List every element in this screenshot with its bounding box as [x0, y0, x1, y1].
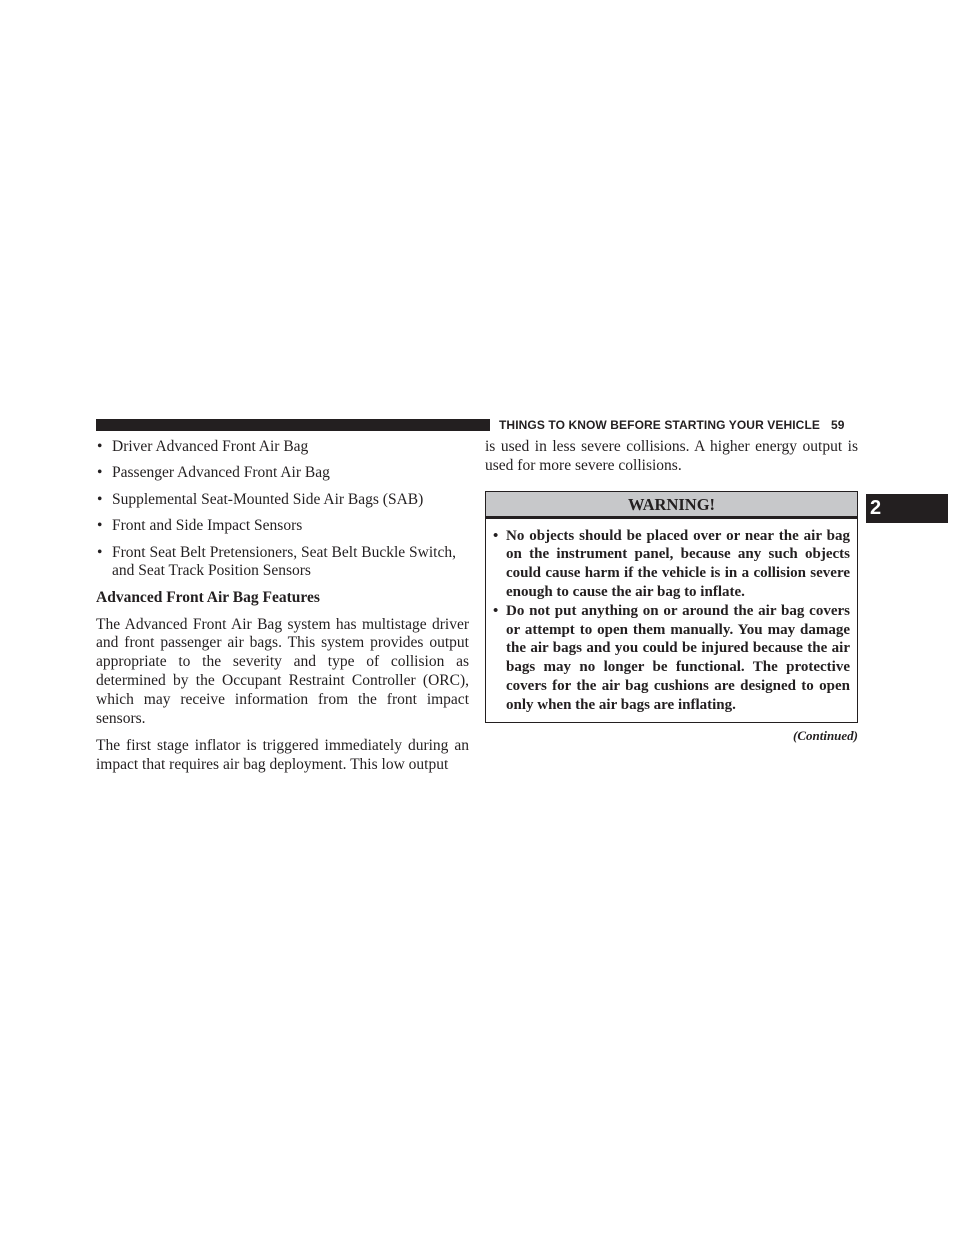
list-item: • Driver Advanced Front Air Bag	[96, 438, 469, 457]
body-paragraph: The first stage inflator is triggered immediately during an impact that requires air bag deployment. This low output	[96, 737, 469, 773]
body-paragraph: The Advanced Front Air Bag system has multistage driver and front passenger air bags. This system provides output appropriate to the severity and type of collision as determined by the Occupant Restraint Controller (ORC), which may receive information from the front impact sensors.	[96, 615, 469, 727]
air-bag-components-list	[96, 438, 469, 581]
header-rule	[96, 419, 490, 431]
list-item: • Supplemental Seat-Mounted Side Air Bags (SAB)	[96, 491, 469, 510]
right-column	[485, 438, 858, 745]
continued-label: (Continued)	[792, 727, 858, 743]
list-item: • Front and Side Impact Sensors	[96, 517, 469, 536]
warning-item: • Do not put anything on or around the air bag covers or attempt to open them manually. You may damage the air bags and you could be injured because the air bags may no longer be functional. The protective covers for the air bag cushions are designed to open only when the air bags are inflating.	[493, 602, 850, 715]
warning-item: • No objects should be placed over or near the air bag on the instrument panel, because any such objects could cause harm if the vehicle is in a collision severe enough to cause the air bag to inflate.	[493, 527, 850, 602]
warning-list	[486, 519, 857, 722]
header-title: THINGS TO KNOW BEFORE STARTING YOUR VEHICLE	[499, 418, 820, 432]
list-item: • Front Seat Belt Pretensioners, Seat Belt Buckle Switch, and Seat Track Position Sensors	[96, 544, 469, 582]
page-number: 59	[830, 418, 845, 432]
list-item: • Passenger Advanced Front Air Bag	[96, 464, 469, 483]
left-column	[96, 438, 469, 784]
chapter-tab: 2	[866, 494, 948, 523]
warning-box	[485, 491, 858, 723]
body-paragraph: is used in less severe collisions. A higher energy output is used for more severe collisions.	[485, 438, 858, 474]
running-header	[499, 416, 859, 434]
section-heading: Advanced Front Air Bag Features	[96, 588, 320, 606]
warning-title: WARNING!	[486, 492, 857, 519]
